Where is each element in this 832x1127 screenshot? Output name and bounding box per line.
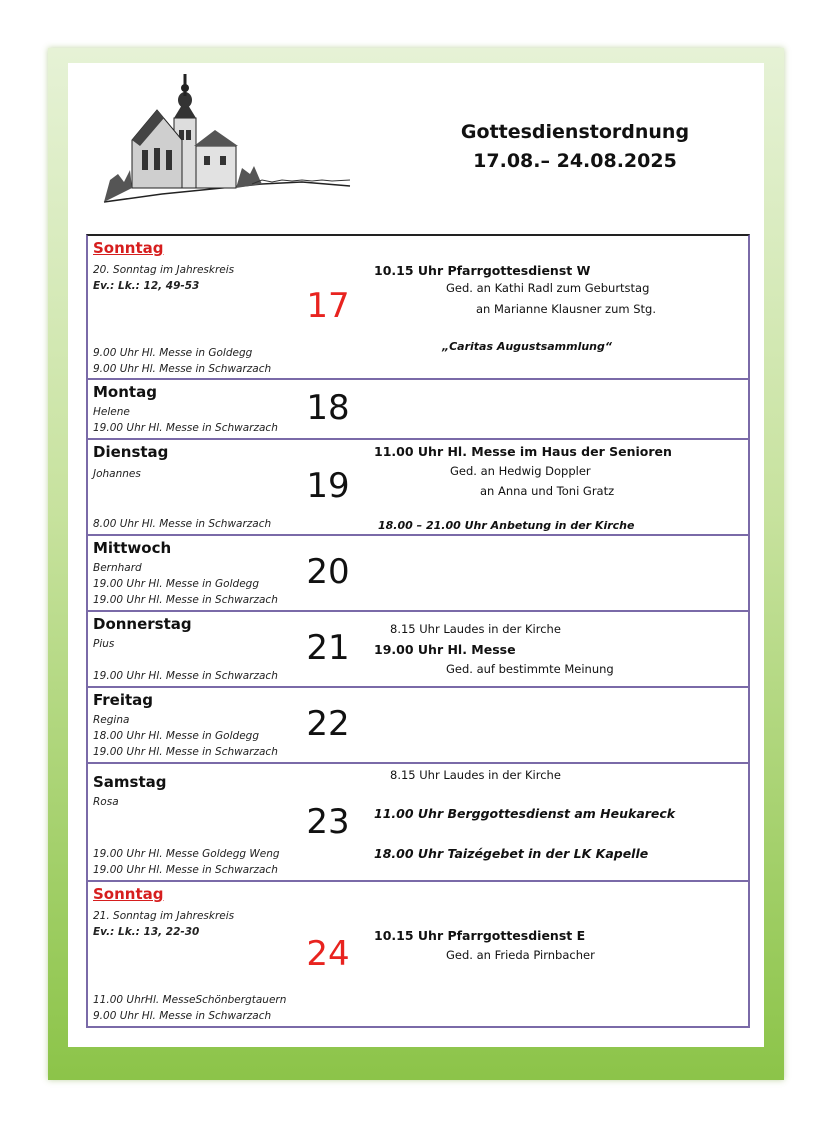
- day-sub: Rosa: [93, 796, 119, 808]
- day-name: Freitag: [93, 691, 154, 709]
- day-sub: 19.00 Uhr Hl. Messe in Schwarzach: [93, 594, 278, 606]
- day-number: 17: [306, 286, 350, 326]
- service-note: 18.00 – 21.00 Uhr Anbetung in der Kirche: [378, 519, 635, 532]
- service-note: Ged. auf bestimmte Meinung: [446, 662, 614, 676]
- day-sub: 19.00 Uhr Hl. Messe in Goldegg: [93, 578, 259, 590]
- day-name: Sonntag: [93, 885, 164, 903]
- left-service: 9.00 Uhr Hl. Messe in Goldegg: [93, 347, 253, 359]
- day-name: Donnerstag: [93, 615, 192, 633]
- day-name: Montag: [93, 383, 157, 401]
- day-sub: 19.00 Uhr Hl. Messe in Schwarzach: [93, 746, 278, 758]
- day-sub: Ev.: Lk.: 12, 49-53: [93, 280, 200, 292]
- day-row-21: [86, 610, 750, 686]
- page-title: Gottesdienstordnung: [460, 121, 690, 143]
- day-number: 21: [306, 628, 350, 668]
- day-row-22: [86, 686, 750, 762]
- day-sub: 19.00 Uhr Hl. Messe in Schwarzach: [93, 422, 278, 434]
- day-sub: 20. Sonntag im Jahreskreis: [93, 264, 235, 276]
- service-note: an Anna und Toni Gratz: [480, 484, 615, 498]
- left-service: 9.00 Uhr Hl. Messe in Schwarzach: [93, 1010, 272, 1022]
- day-number: 18: [306, 388, 350, 428]
- date-range: 17.08.– 24.08.2025: [473, 150, 677, 172]
- service-note: Ged. an Frieda Pirnbacher: [446, 948, 595, 962]
- left-service: 19.00 Uhr Hl. Messe in Schwarzach: [93, 864, 278, 876]
- day-number: 19: [306, 466, 350, 506]
- day-row-18: [86, 378, 750, 438]
- church-logo-icon: [102, 70, 352, 205]
- day-name: Samstag: [93, 773, 167, 791]
- day-sub: 21. Sonntag im Jahreskreis: [93, 910, 235, 922]
- day-row-23: [86, 762, 750, 880]
- day-sub: Ev.: Lk.: 13, 22-30: [93, 926, 200, 938]
- day-row-17: [86, 234, 750, 378]
- day-number: 24: [306, 934, 350, 974]
- day-number: 23: [306, 802, 350, 842]
- service-note: „Caritas Augustsammlung“: [442, 340, 612, 353]
- day-sub: Bernhard: [93, 562, 142, 574]
- service-main: 10.15 Uhr Pfarrgottesdienst W: [374, 263, 591, 278]
- service-note: 8.15 Uhr Laudes in der Kirche: [390, 768, 561, 782]
- service-note: an Marianne Klausner zum Stg.: [476, 302, 656, 316]
- day-row-20: [86, 534, 750, 610]
- service-note: Ged. an Kathi Radl zum Geburtstag: [446, 281, 650, 295]
- day-sub: Helene: [93, 406, 130, 418]
- service-note: Ged. an Hedwig Doppler: [450, 464, 591, 478]
- service-main: 19.00 Uhr Hl. Messe: [374, 642, 516, 657]
- day-sub: Regina: [93, 714, 130, 726]
- day-sub: 18.00 Uhr Hl. Messe in Goldegg: [93, 730, 259, 742]
- day-name: Mittwoch: [93, 539, 172, 557]
- left-service: 8.00 Uhr Hl. Messe in Schwarzach: [93, 518, 272, 530]
- service-main: 11.00 Uhr Berggottesdienst am Heukareck: [374, 806, 676, 821]
- schedule-table: [86, 234, 750, 1028]
- day-number: 20: [306, 552, 350, 592]
- day-name: Sonntag: [93, 239, 164, 257]
- service-main: 18.00 Uhr Taizégebet in der LK Kapelle: [374, 846, 649, 861]
- day-name: Dienstag: [93, 443, 169, 461]
- title-block: [420, 118, 730, 176]
- left-service: 11.00 UhrHl. MesseSchönbergtauern: [93, 994, 287, 1006]
- day-row-19: [86, 438, 750, 534]
- left-service: 19.00 Uhr Hl. Messe Goldegg Weng: [93, 848, 280, 860]
- day-row-24: [86, 880, 750, 1028]
- day-sub: Johannes: [93, 468, 141, 480]
- day-number: 22: [306, 704, 350, 744]
- left-service: 9.00 Uhr Hl. Messe in Schwarzach: [93, 363, 272, 375]
- service-main: 11.00 Uhr Hl. Messe im Haus der Senioren: [374, 444, 672, 459]
- left-service: 19.00 Uhr Hl. Messe in Schwarzach: [93, 670, 278, 682]
- service-note: 8.15 Uhr Laudes in der Kirche: [390, 622, 561, 636]
- day-sub: Pius: [93, 638, 115, 650]
- service-main: 10.15 Uhr Pfarrgottesdienst E: [374, 928, 586, 943]
